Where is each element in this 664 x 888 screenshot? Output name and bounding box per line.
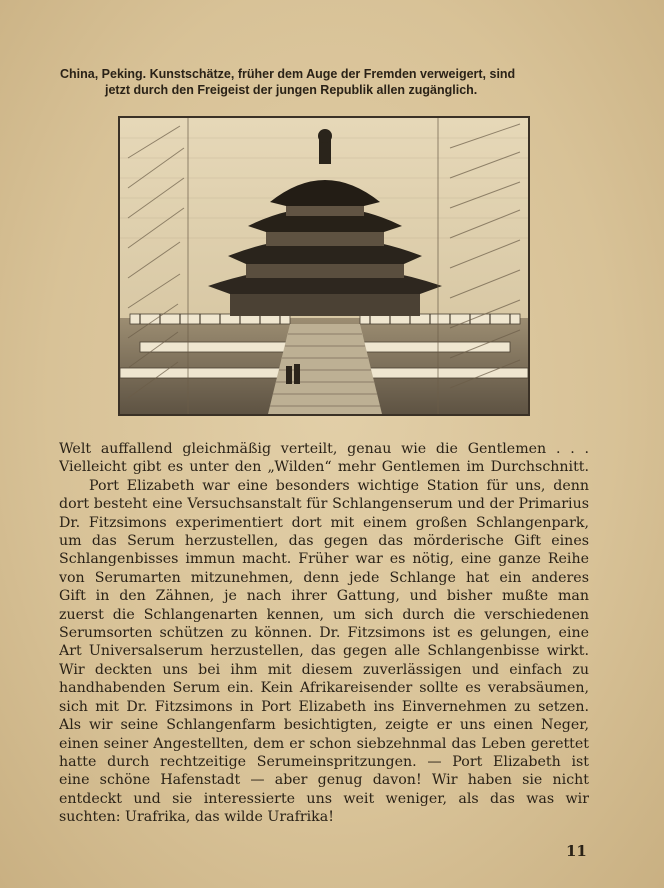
body-line: Welt auffallend gleichmäßig verteilt, genau wie die Gentlemen . . . <box>59 441 589 457</box>
body-line: Schlangenbisses immun macht. Früher war es nötig, eine ganze Reihe <box>59 551 589 568</box>
body-line: handhabenden Serum ein. Kein Afrikareisender sollte es verabsäumen, <box>59 680 589 697</box>
caption-line-1: China, Peking. Kunstschätze, früher dem Auge der Fremden verweigert, sind <box>60 67 516 81</box>
body-line: von Serumarten mitzunehmen, denn jede Schlange hat ein anderes <box>59 569 589 586</box>
body-line: Als wir seine Schlangenfarm besichtigten, zeigte er uns einen Neger, <box>59 717 589 734</box>
body-line: suchten: Urafrika, das wilde Urafrika! <box>59 809 334 826</box>
photo-caption <box>60 66 600 98</box>
body-line: zuerst die Schlangenarten kennen, um sich durch die verschiedenen <box>59 606 589 623</box>
body-line: eine schöne Hafenstadt — aber genug davon! Wir haben sie nicht <box>59 772 589 789</box>
body-line: Dr. Fitzsimons experimentiert dort mit einem großen Schlangenpark, <box>59 514 589 531</box>
body-line: Wir deckten uns bei ihm mit diesem zuverlässigen und einfach zu <box>59 661 589 678</box>
body-line: hatte durch rechtzeitige Serumeinspritzungen. — Port Elizabeth ist <box>59 753 589 770</box>
temple-of-heaven-photo <box>118 116 530 416</box>
body-line: Port Elizabeth war eine besonders wichtige Station für uns, denn <box>89 477 589 494</box>
body-line: Serumsorten schützen zu können. Dr. Fitzsimons ist es gelungen, eine <box>59 625 589 642</box>
body-text <box>59 440 589 827</box>
body-line: um das Serum herzustellen, das gegen das mörderische Gift eines <box>59 533 589 550</box>
page-number: 11 <box>566 842 587 860</box>
body-line: Art Universalserum herzustellen, das gegen alle Schlangenbisse wirkt. <box>59 643 589 660</box>
body-line: dort besteht eine Versuchsanstalt für Schlangenserum und der Primarius <box>59 496 589 513</box>
body-line: entdeckt und sie interessierte uns weit weniger, als das was wir <box>59 790 589 807</box>
body-line: sich mit Dr. Fitzsimons in Port Elizabeth ins Einvernehmen zu setzen. <box>59 698 589 715</box>
temple-photo-illustration <box>120 118 528 414</box>
body-line: Gift in den Zähnen, je nach ihrer Gattung, und bisher mußte man <box>59 588 589 605</box>
body-line: einen seiner Angestellten, dem er schon siebzehnmal das Leben gerettet <box>59 735 589 752</box>
body-line: Vielleicht gibt es unter den „Wilden“ mehr Gentlemen im Durchschnitt. <box>59 459 589 476</box>
caption-line-2: jetzt durch den Freigeist der jungen Republik allen zugänglich. <box>105 83 478 97</box>
